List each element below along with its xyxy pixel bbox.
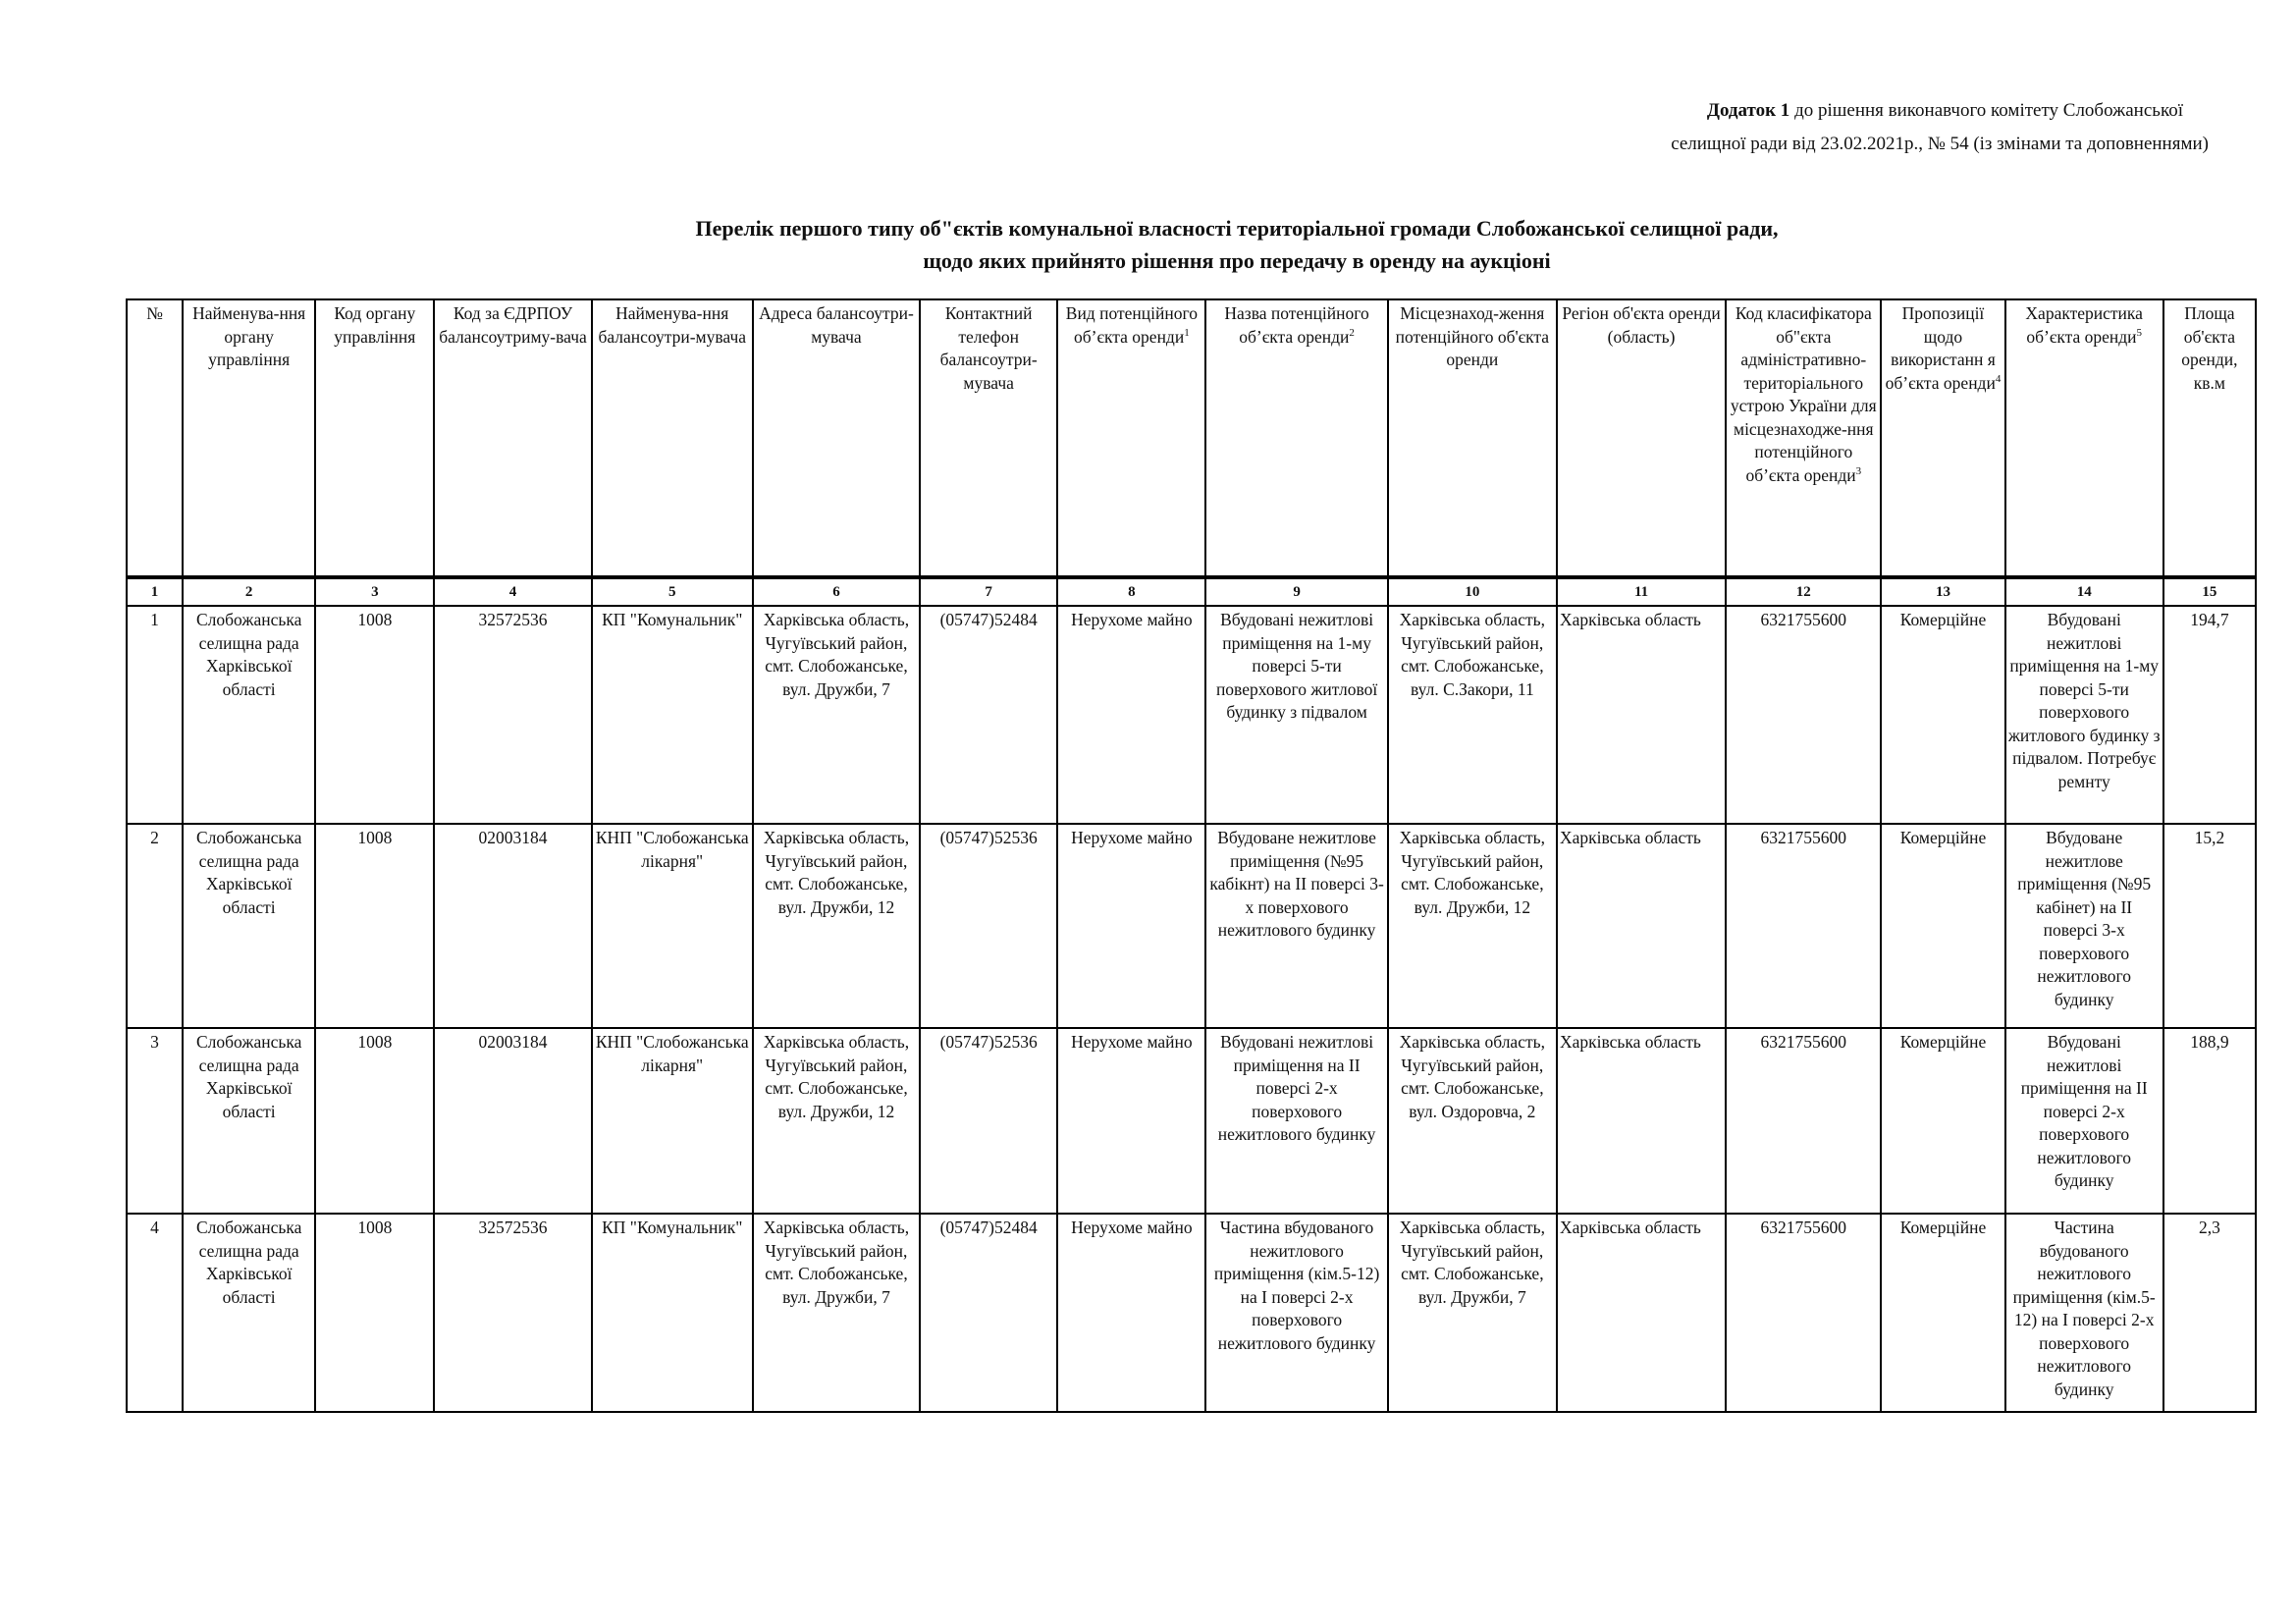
object-area: 188,9: [2163, 1028, 2256, 1214]
object-name: Вбудовані нежитлові приміщення на II поверсі 2-х поверхового нежитлового будинку: [1205, 1028, 1387, 1214]
authority-code: 1008: [315, 1214, 434, 1412]
object-kind: Нерухоме майно: [1057, 824, 1205, 1028]
appendix-note: [1374, 94, 2209, 161]
edrpou-code: 32572536: [434, 606, 591, 824]
object-location: Харківська область, Чугуївський район, смт. Слобожанське, вул. С.Закори, 11: [1388, 606, 1557, 824]
header-cell: Вид потенційного об’єкта оренди$^1$: [1057, 299, 1205, 577]
header-cell: Код класифікатора об"єкта адміністративно-територіального устрою України для місцезнаходже-ння потенційного об’єкта оренди$^3$: [1726, 299, 1881, 577]
column-number: 13: [1881, 577, 2004, 606]
edrpou-code: 02003184: [434, 1028, 591, 1214]
koatuu-code: 6321755600: [1726, 606, 1881, 824]
table-row: [127, 606, 2256, 824]
header-cell: Адреса балансоутри-мувача: [753, 299, 920, 577]
holder-address: Харківська область, Чугуївський район, смт. Слобожанське, вул. Дружби, 7: [753, 606, 920, 824]
header-cell: Назва потенційного об’єкта оренди$^2$: [1205, 299, 1387, 577]
object-region: Харківська область: [1557, 824, 1726, 1028]
authority-code: 1008: [315, 824, 434, 1028]
footnote-mark: 1: [1184, 326, 1190, 339]
header-cell: Контактний телефон балансоутри-мувача: [920, 299, 1057, 577]
row-number: 3: [127, 1028, 183, 1214]
footnote-mark: 4: [1995, 372, 2002, 385]
usage-proposal: Комерційне: [1881, 1214, 2004, 1412]
object-area: 194,7: [2163, 606, 2256, 824]
header-cell: Характеристика об’єкта оренди$^5$: [2005, 299, 2163, 577]
koatuu-code: 6321755600: [1726, 1214, 1881, 1412]
holder-phone: (05747)52536: [920, 824, 1057, 1028]
holder-address: Харківська область, Чугуївський район, смт. Слобожанське, вул. Дружби, 12: [753, 824, 920, 1028]
appendix-line-1-text: до рішення виконавчого комітету Слобожанської: [1789, 100, 2183, 121]
column-number: 3: [315, 577, 434, 606]
holder-address: Харківська область, Чугуївський район, смт. Слобожанське, вул. Дружби, 7: [753, 1214, 920, 1412]
header-cell: Код органу управління: [315, 299, 434, 577]
authority-code: 1008: [315, 1028, 434, 1214]
table-row: [127, 824, 2256, 1028]
authority-name: Слобожанська селищна рада Харківської області: [183, 1028, 315, 1214]
object-name: Частина вбудованого нежитлового приміщення (кім.5-12) на I поверсі 2-х поверхового нежитлового будинку: [1205, 1214, 1387, 1412]
authority-code: 1008: [315, 606, 434, 824]
column-number: 6: [753, 577, 920, 606]
usage-proposal: Комерційне: [1881, 824, 2004, 1028]
column-number: 4: [434, 577, 591, 606]
koatuu-code: 6321755600: [1726, 1028, 1881, 1214]
header-cell: Пропозиції щодо використанн я об’єкта оренди$^4$: [1881, 299, 2004, 577]
object-location: Харківська область, Чугуївський район, смт. Слобожанське, вул. Дружби, 12: [1388, 824, 1557, 1028]
holder-name: КП "Комунальник": [592, 606, 753, 824]
column-number-row: [127, 577, 2256, 606]
appendix-line-2: селищної ради від 23.02.2021р., № 54 (із змінами та доповненнями): [1671, 134, 2209, 154]
column-number: 8: [1057, 577, 1205, 606]
koatuu-code: 6321755600: [1726, 824, 1881, 1028]
object-kind: Нерухоме майно: [1057, 1028, 1205, 1214]
footnote-mark: 5: [2136, 326, 2143, 339]
header-row: [127, 299, 2256, 577]
header-cell: Площа об'єкта оренди, кв.м: [2163, 299, 2256, 577]
usage-proposal: Комерційне: [1881, 1028, 2004, 1214]
holder-address: Харківська область, Чугуївський район, смт. Слобожанське, вул. Дружби, 12: [753, 1028, 920, 1214]
authority-name: Слобожанська селищна рада Харківської області: [183, 1214, 315, 1412]
column-number: 5: [592, 577, 753, 606]
header-cell: Найменува-ння органу управління: [183, 299, 315, 577]
object-kind: Нерухоме майно: [1057, 606, 1205, 824]
row-number: 1: [127, 606, 183, 824]
column-number: 10: [1388, 577, 1557, 606]
footnote-mark: 2: [1349, 326, 1355, 339]
column-number: 2: [183, 577, 315, 606]
object-area: 2,3: [2163, 1214, 2256, 1412]
holder-name: КНП "Слобожанська лікарня": [592, 824, 753, 1028]
object-region: Харківська область: [1557, 606, 1726, 824]
object-area: 15,2: [2163, 824, 2256, 1028]
edrpou-code: 02003184: [434, 824, 591, 1028]
object-characteristic: Вбудовані нежитлові приміщення на II поверсі 2-х поверхового нежитлового будинку: [2005, 1028, 2163, 1214]
header-cell: Код за ЄДРПОУ балансоутриму-вача: [434, 299, 591, 577]
usage-proposal: Комерційне: [1881, 606, 2004, 824]
row-number: 4: [127, 1214, 183, 1412]
object-characteristic: Вбудовані нежитлові приміщення на 1-му поверсі 5-ти поверхового житлового будинку з підвалом. Потребує ремнту: [2005, 606, 2163, 824]
header-cell: Місцезнаход-ження потенційного об'єкта оренди: [1388, 299, 1557, 577]
appendix-line-1: [1374, 94, 2183, 128]
object-region: Харківська область: [1557, 1214, 1726, 1412]
column-number: 15: [2163, 577, 2256, 606]
table-row: [127, 1028, 2256, 1214]
column-number: 7: [920, 577, 1057, 606]
header-cell: №: [127, 299, 183, 577]
authority-name: Слобожанська селищна рада Харківської області: [183, 606, 315, 824]
title-line-1: Перелік першого типу об"єктів комунальної власності територіальної громади Слобожанської селищної ради,: [695, 216, 1779, 241]
column-number: 9: [1205, 577, 1387, 606]
object-location: Харківська область, Чугуївський район, смт. Слобожанське, вул. Дружби, 7: [1388, 1214, 1557, 1412]
footnote-mark: 3: [1855, 464, 1862, 477]
row-number: 2: [127, 824, 183, 1028]
object-name: Вбудоване нежитлове приміщення (№95 кабікнт) на II поверсі 3-х поверхового нежитлового будинку: [1205, 824, 1387, 1028]
object-characteristic: Вбудоване нежитлове приміщення (№95 кабінет) на II поверсі 3-х поверхового нежитлового будинку: [2005, 824, 2163, 1028]
column-number: 11: [1557, 577, 1726, 606]
object-kind: Нерухоме майно: [1057, 1214, 1205, 1412]
column-number: 12: [1726, 577, 1881, 606]
appendix-label: Додаток 1: [1706, 100, 1790, 121]
object-characteristic: Частина вбудованого нежитлового приміщення (кім.5-12) на I поверсі 2-х поверхового нежитлового будинку: [2005, 1214, 2163, 1412]
edrpou-code: 32572536: [434, 1214, 591, 1412]
title-line-2: щодо яких прийнято рішення про передачу в оренду на аукціоні: [923, 248, 1551, 273]
header-cell: Найменува-ння балансоутри-мувача: [592, 299, 753, 577]
column-number: 14: [2005, 577, 2163, 606]
object-name: Вбудовані нежитлові приміщення на 1-му поверсі 5-ти поверхового житлової будинку з підвалом: [1205, 606, 1387, 824]
document-title: [294, 212, 2179, 277]
holder-phone: (05747)52536: [920, 1028, 1057, 1214]
object-region: Харківська область: [1557, 1028, 1726, 1214]
holder-phone: (05747)52484: [920, 606, 1057, 824]
object-location: Харківська область, Чугуївський район, смт. Слобожанське, вул. Оздоровча, 2: [1388, 1028, 1557, 1214]
holder-name: КНП "Слобожанська лікарня": [592, 1028, 753, 1214]
table-row: [127, 1214, 2256, 1412]
header-cell: Регіон об'єкта оренди (область): [1557, 299, 1726, 577]
holder-name: КП "Комунальник": [592, 1214, 753, 1412]
column-number: 1: [127, 577, 183, 606]
authority-name: Слобожанська селищна рада Харківської області: [183, 824, 315, 1028]
objects-table: [126, 298, 2257, 1413]
holder-phone: (05747)52484: [920, 1214, 1057, 1412]
